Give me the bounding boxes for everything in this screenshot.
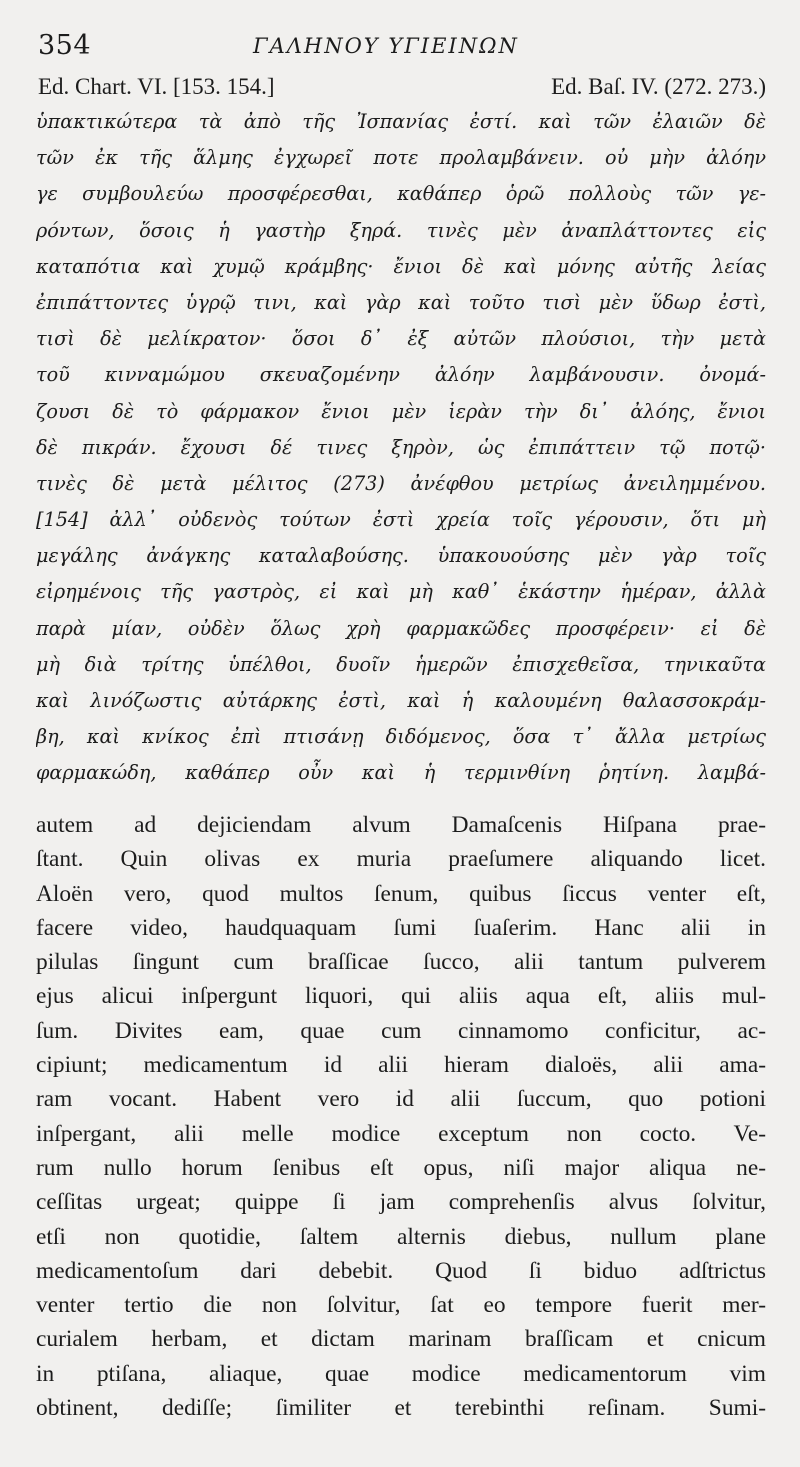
- greek-line: μεγάλης ἀνάγκης καταλαβούσης. ὑπακουούσης μὲν γὰρ τοῖς: [36, 544, 766, 568]
- greek-line: [154] ἀλλ᾽ οὐδενὸς τούτων ἐστὶ χρεία τοῖς γέρουσιν, ὅτι μὴ: [36, 508, 766, 532]
- page-header: [38, 28, 766, 68]
- greek-line: τῶν ἐκ τῆς ἅλμης ἐγχωρεῖ ποτε προλαμβάνειν. οὐ μὴν ἀλόην: [36, 146, 766, 170]
- latin-line: pilulas ſingunt cum braſſicae ſucco, alii tantum pulverem: [36, 949, 766, 976]
- greek-line: ὑπακτικώτερα τὰ ἀπὸ τῆς Ἰσπανίας ἐστί. καὶ τῶν ἐλαιῶν δὲ: [36, 110, 766, 133]
- latin-line: venter tertio die non ſolvitur, ſat eo tempore fuerit mer-: [36, 1292, 766, 1319]
- greek-line: παρὰ μίαν, οὐδὲν ὅλως χρὴ φαρμακῶδες προσφέρειν· εἰ δὲ: [36, 616, 766, 640]
- latin-line: cipiunt; medicamentum id alii hieram dialoës, alii ama-: [36, 1052, 766, 1079]
- latin-line: Aloën vero, quod multos ſenum, quibus ſiccus venter eſt,: [36, 880, 766, 907]
- latin-line: curialem herbam, et dictam marinam braſſicam et cnicum: [36, 1326, 766, 1353]
- greek-line: εἰρημένοις τῆς γαστρὸς, εἰ καὶ μὴ καθ᾽ ἑκάστην ἡμέραν, ἀλλὰ: [36, 580, 766, 604]
- greek-line: φαρμακώδη, καθάπερ οὖν καὶ ἡ τερμινθίνη ῥητίνη. λαμβά-: [36, 761, 766, 785]
- edition-basel-reference: Ed. Baſ. IV. (272. 273.): [551, 74, 766, 99]
- latin-line: ejus alicui inſpergunt liquori, qui aliis aqua eſt, aliis mul-: [36, 983, 766, 1010]
- greek-line: καὶ λινόζωστις αὐτάρκης ἐστὶ, καὶ ἡ καλουμένη θαλασσοκράμ-: [36, 689, 766, 712]
- greek-line: ρόντων, ὅσοις ἡ γαστὴρ ξηρά. τινὲς μὲν ἀναπλάττοντες εἰς: [36, 218, 766, 242]
- latin-line: rum nullo horum ſenibus eſt opus, niſi major aliqua ne-: [36, 1154, 766, 1181]
- latin-line: ram vocant. Habent vero id alii ſuccum, quo potioni: [36, 1086, 766, 1113]
- latin-line: in ptiſana, aliaque, quae modice medicamentorum vim: [36, 1360, 766, 1387]
- greek-line: μὴ διὰ τρίτης ὑπέλθοι, δυοῖν ἡμερῶν ἐπισχεθεῖσα, τηνικαῦτα: [36, 652, 766, 676]
- greek-line: ζουσι δὲ τὸ φάρμακον ἔνιοι μὲν ἱερὰν τὴν δι᾽ ἀλόης, ἔνιοι: [36, 399, 766, 423]
- latin-line: ceſſitas urgeat; quippe ſi jam comprehenſis alvus ſolvitur,: [36, 1189, 766, 1216]
- latin-line: etſi non quotidie, ſaltem alternis diebus, nullum plane: [36, 1223, 766, 1250]
- page-number: 354: [38, 30, 92, 61]
- greek-line: δὲ πικράν. ἔχουσι δέ τινες ξηρὸν, ὡς ἐπιπάττειν τῷ ποτῷ·: [36, 435, 766, 459]
- greek-line: ἐπιπάττοντες ὑγρῷ τινι, καὶ γὰρ καὶ τοῦτο τισὶ μὲν ὕδωρ ἐστὶ,: [36, 290, 766, 314]
- latin-line: inſpergant, alii melle modice exceptum non cocto. Ve-: [36, 1120, 766, 1147]
- greek-line: τισὶ δὲ μελίκρατον· ὅσοι δ᾽ ἐξ αὐτῶν πλούσιοι, τὴν μετὰ: [36, 327, 766, 351]
- latin-line: obtinent, dediſſe; ſimiliter et terebinthi reſinam. Sumi-: [36, 1395, 766, 1422]
- latin-translation-block: [36, 808, 766, 1425]
- greek-line: καταπότια καὶ χυμῷ κράμβης· ἔνιοι δὲ καὶ μόνης αὐτῆς λείας: [36, 254, 766, 278]
- latin-line: facere video, haudquaquam ſumi ſuaſerim. Hanc alii in: [36, 914, 766, 941]
- greek-line: τοῦ κινναμώμου σκευαζομένην ἀλόην λαμβάνουσιν. ὀνομά-: [36, 363, 766, 387]
- latin-line: autem ad dejiciendam alvum Damaſcenis Hiſpana prae-: [36, 812, 766, 838]
- greek-text-block: [36, 104, 766, 792]
- edition-chartier-reference: Ed. Chart. VI. [153. 154.]: [38, 74, 275, 99]
- greek-line: βη, καὶ κνίκος ἐπὶ πτισάνῃ διδόμενος, ὅσα τ᾽ ἄλλα μετρίως: [36, 725, 766, 749]
- edition-reference-line: [38, 74, 766, 104]
- latin-line: medicamentoſum dari debebit. Quod ſi biduo adſtrictus: [36, 1257, 766, 1284]
- greek-line: τινὲς δὲ μετὰ μέλιτος (273) ἀνέφθου μετρίως ἀνειλημμένου.: [36, 471, 766, 495]
- running-title: ΓΑΛΗΝΟΥ ΥΓΙΕΙΝΩΝ: [253, 34, 519, 58]
- latin-line: ſtant. Quin olivas ex muria praeſumere aliquando licet.: [36, 846, 766, 873]
- greek-line: γε συμβουλεύω προσφέρεσθαι, καθάπερ ὁρῶ πολλοὺς τῶν γε-: [36, 182, 766, 206]
- latin-line: ſum. Divites eam, quae cum cinnamomo conficitur, ac-: [36, 1017, 766, 1044]
